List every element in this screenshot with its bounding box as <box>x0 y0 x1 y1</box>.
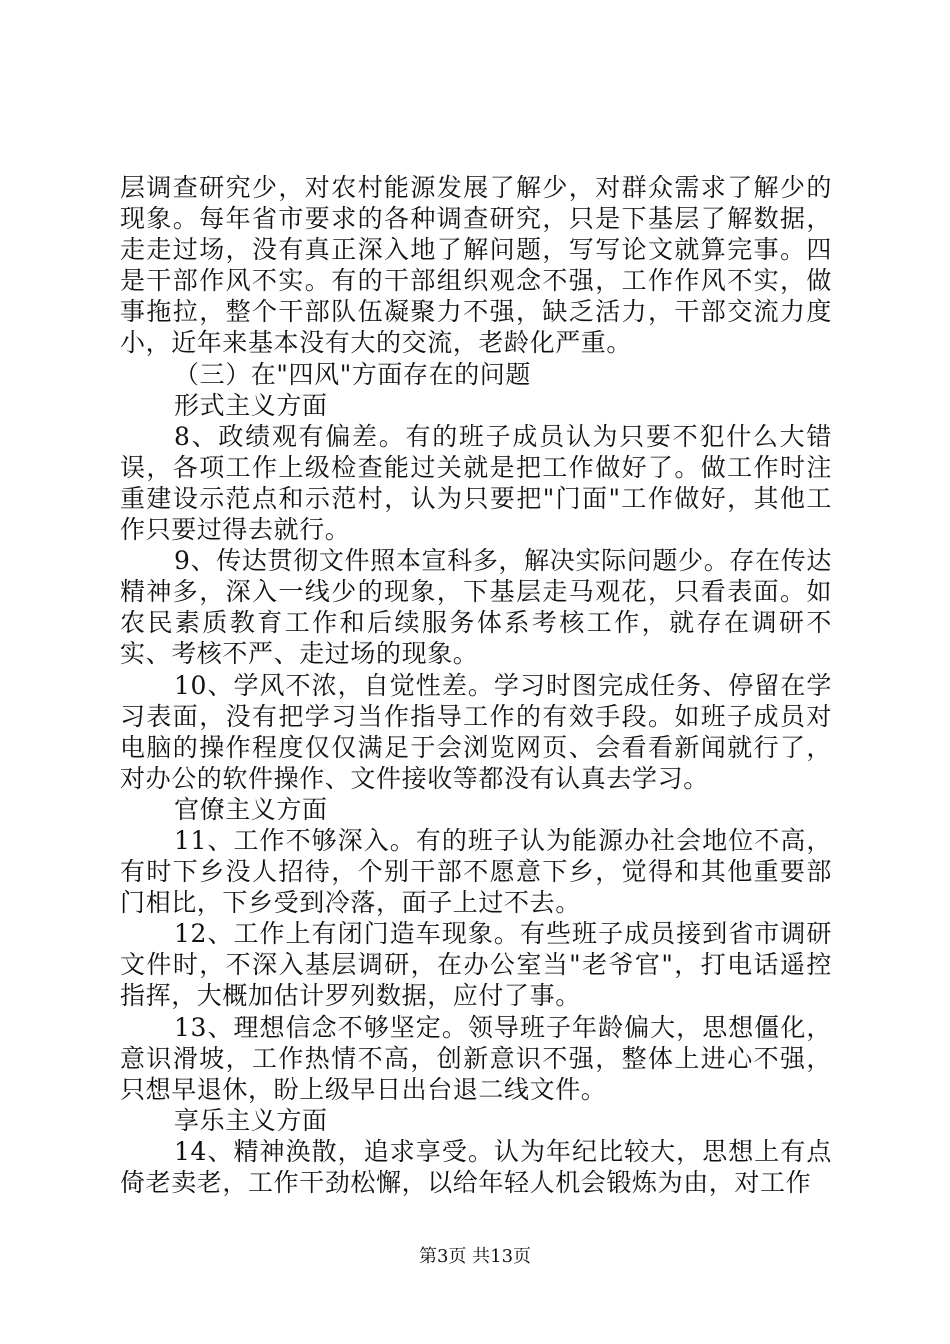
paragraph-item-8: 8、政绩观有偏差。有的班子成员认为只要不犯什么大错误，各项工作上级检查能过关就是把工作做好了。做工作时注重建设示范点和示范村，认为只要把"门面"工作做好，其他工作只要过得去就行。 <box>120 421 832 545</box>
subheading-bureaucratism: 官僚主义方面 <box>174 794 328 824</box>
paragraph-item-9: 9、传达贯彻文件照本宣科多，解决实际问题少。存在传达精神多，深入一线少的现象，下基层走马观花，只看表面。如农民素质教育工作和后续服务体系考核工作，就存在调研不实、考核不严、走过场的现象。 <box>120 546 832 669</box>
paragraph-item-13: 13、理想信念不够坚定。领导班子年龄偏大，思想僵化，意识滑坡，工作热情不高，创新意识不强，整体上进心不强，只想早退休，盼上级早日出台退二线文件。 <box>120 1012 832 1104</box>
page-number-footer: 第3页 共13页 <box>418 1246 532 1267</box>
paragraph-item-12: 12、工作上有闭门造车现象。有些班子成员接到省市调研文件时，不深入基层调研，在办公室当"老爷官"，打电话遥控指挥，大概加估计罗列数据，应付了事。 <box>120 919 832 1011</box>
paragraph-continuation: 层调查研究少，对农村能源发展了解少，对群众需求了解少的现象。每年省市要求的各种调查研究，只是下基层了解数据，走走过场，没有真正深入地了解问题，写写论文就算完事。四是干部作风不实。有的干部组织观念不强，工作作风不实，做事拖拉，整个干部队伍凝聚力不强，缺乏活力，干部交流力度小，近年来基本没有大的交流，老龄化严重。 <box>120 173 832 358</box>
subheading-hedonism: 享乐主义方面 <box>174 1105 328 1135</box>
section-heading-four-winds: （三）在"四风"方面存在的问题 <box>174 359 531 389</box>
paragraph-item-11: 11、工作不够深入。有的班子认为能源办社会地位不高，有时下乡没人招待，个别干部不愿意下乡，觉得和其他重要部门相比，下乡受到冷落，面子上过不去。 <box>120 825 832 918</box>
document-body <box>120 172 832 1198</box>
paragraph-item-14: 14、精神涣散，追求享受。认为年纪比较大，思想上有点倚老卖老，工作干劲松懈，以给年轻人机会锻炼为由，对工作 <box>120 1136 832 1197</box>
subheading-formalism: 形式主义方面 <box>174 390 328 420</box>
paragraph-item-10: 10、学风不浓，自觉性差。学习时图完成任务、停留在学习表面，没有把学习当作指导工作的有效手段。如班子成员对电脑的操作程度仅仅满足于会浏览网页、会看看新闻就行了，对办公的软件操作、文件接收等都没有认真去学习。 <box>120 670 832 793</box>
